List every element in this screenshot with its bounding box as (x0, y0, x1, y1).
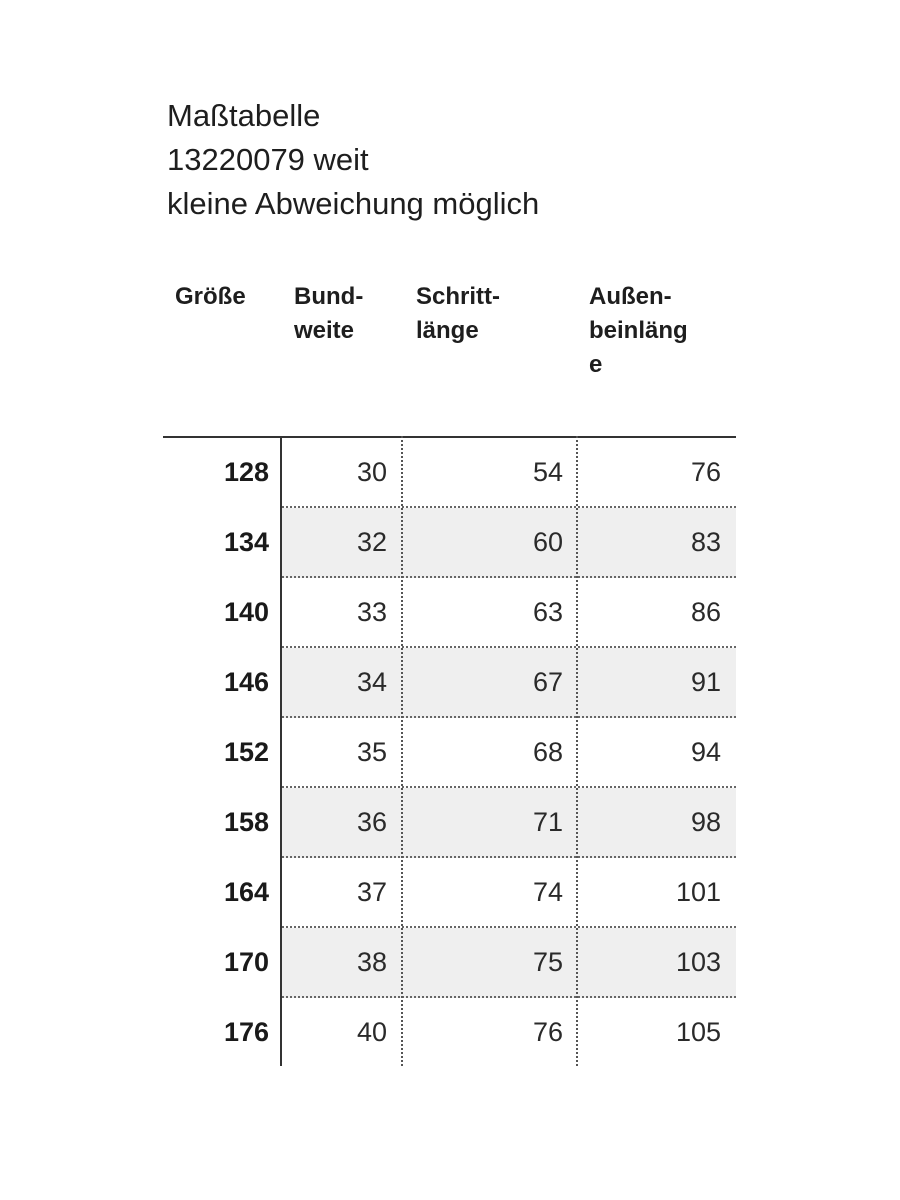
cell-outseam: 101 (675, 877, 721, 907)
cell-inseam: 54 (532, 457, 563, 487)
cell-outseam: 105 (675, 1017, 721, 1047)
cell-size: 140 (223, 597, 269, 627)
cell-waist: 33 (356, 597, 387, 627)
cell-inseam: 67 (532, 667, 563, 697)
column-header-waist-line1: Bund- (294, 283, 364, 310)
table-row (163, 998, 736, 1068)
cell-inseam: 76 (532, 1017, 563, 1047)
column-header-inseam (416, 280, 500, 348)
table-row (163, 928, 736, 998)
column-header-waist-line2: weite (294, 317, 355, 344)
page-title: Maßtabelle (167, 98, 321, 133)
cell-outseam: 91 (690, 667, 721, 697)
cell-waist: 30 (356, 457, 387, 487)
dotted-column-divider (576, 436, 578, 1066)
cell-outseam: 98 (690, 807, 721, 837)
table-row (163, 788, 736, 858)
title-block (167, 94, 539, 226)
cell-inseam: 74 (532, 877, 563, 907)
deviation-note: kleine Abweichung möglich (167, 186, 540, 221)
cell-waist: 40 (356, 1017, 387, 1047)
column-header-outseam-line1: Außen- (589, 283, 672, 310)
column-header-size-label: Größe (175, 283, 246, 310)
cell-outseam: 86 (690, 597, 721, 627)
column-header-inseam-line1: Schritt- (416, 283, 500, 310)
cell-size: 176 (223, 1017, 269, 1047)
cell-waist: 32 (356, 527, 387, 557)
cell-size: 158 (223, 807, 269, 837)
table-row (163, 648, 736, 718)
cell-outseam: 76 (690, 457, 721, 487)
cell-waist: 37 (356, 877, 387, 907)
table-row (163, 578, 736, 648)
cell-size: 146 (223, 667, 269, 697)
table-row (163, 858, 736, 928)
dotted-column-divider (401, 436, 403, 1066)
cell-inseam: 75 (532, 947, 563, 977)
cell-waist: 36 (356, 807, 387, 837)
cell-inseam: 71 (532, 807, 563, 837)
cell-outseam: 103 (675, 947, 721, 977)
size-column-divider (280, 436, 282, 1066)
table-row (163, 718, 736, 788)
column-header-size (175, 280, 246, 314)
cell-size: 164 (223, 877, 269, 907)
product-number: 13220079 weit (167, 142, 369, 177)
cell-size: 134 (223, 527, 269, 557)
table-row (163, 438, 736, 508)
cell-inseam: 60 (532, 527, 563, 557)
cell-inseam: 63 (532, 597, 563, 627)
cell-size: 128 (223, 457, 269, 487)
column-header-inseam-line2: länge (416, 317, 479, 344)
cell-inseam: 68 (532, 737, 563, 767)
table-row (163, 508, 736, 578)
cell-waist: 38 (356, 947, 387, 977)
cell-size: 152 (223, 737, 269, 767)
cell-waist: 35 (356, 737, 387, 767)
column-header-outseam-line3: e (589, 351, 603, 378)
column-header-waist (294, 280, 363, 348)
column-header-outseam-line2: beinläng (589, 317, 688, 344)
column-header-outseam (589, 280, 719, 382)
cell-waist: 34 (356, 667, 387, 697)
cell-outseam: 83 (690, 527, 721, 557)
cell-outseam: 94 (690, 737, 721, 767)
cell-size: 170 (223, 947, 269, 977)
